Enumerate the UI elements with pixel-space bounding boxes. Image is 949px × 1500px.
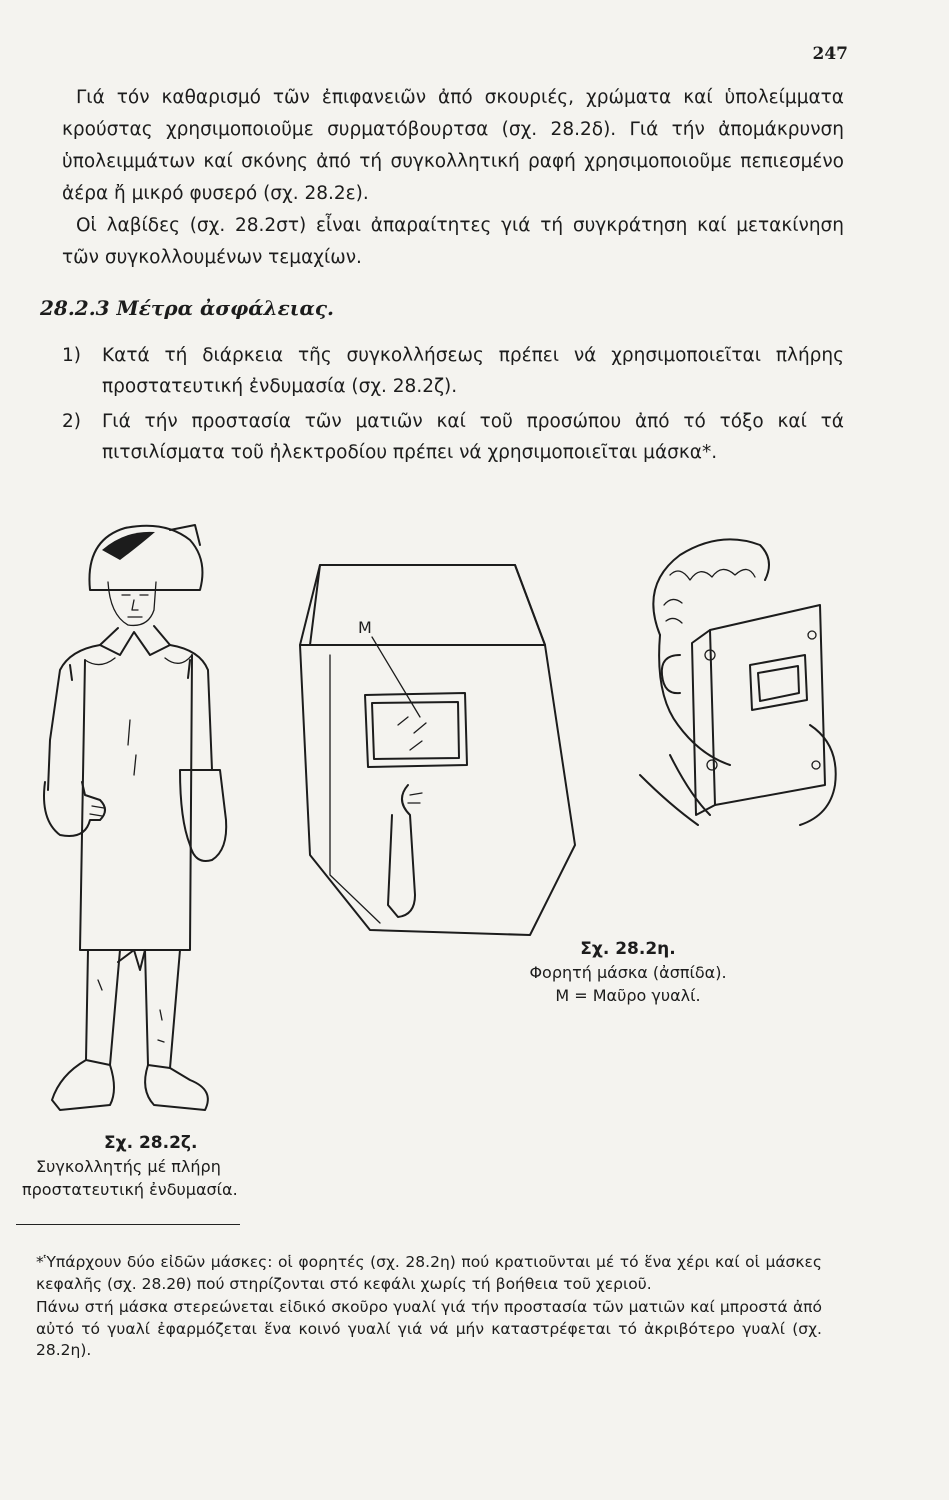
caption-line: Φορητή μάσκα (ἀσπίδα). <box>529 963 727 982</box>
paragraph-tongs: Οἱ λαβίδες (σχ. 28.2στ) εἶναι ἀπαραίτητες γιά τή συγκράτηση καί μετακίνηση τῶν συγκολλουμένων τεμαχίων. <box>62 215 844 268</box>
caption-line: προστατευτική ἐνδυμασία. <box>22 1180 238 1199</box>
footnote: Πάνω στή μάσκα στερεώνεται εἰδικό σκοῦρο γυαλί γιά τήν προστασία τῶν ματιῶν καί μπροστά ἀπό αὐτό τό γυαλί ἐφαρμόζεται ἕνα κοινό γυαλί γιά νά μήν καταστρέφεται τό ἀκριβότερο γυαλί (σχ. 28.2η). <box>36 1298 822 1359</box>
list-item-text: Κατά τή διάρκεια τῆς συγκολλήσεως πρέπει νά χρησιμοποιεῖται πλήρης προστατευτική ἐνδυμασία (σχ. 28.2ζ). <box>102 345 844 397</box>
page-number: 247 <box>812 44 848 64</box>
section-heading: 28.2.3 Μέτρα ἀσφάλειας. <box>40 296 334 320</box>
list-item <box>62 406 844 468</box>
footnote-divider <box>16 1224 240 1225</box>
list-item-number: 2) <box>62 411 81 432</box>
paragraph-cleaning: Γιά τόν καθαρισμό τῶν ἐπιφανειῶν ἀπό σκουριές, χρώματα καί ὑπολείμματα κρούστας χρησιμοποιοῦμε συρματόβουρτσα (σχ. 28.2δ). Γιά τήν ἀπομάκρυνση ὑπολειμμάτων καί σκόνης ἀπό τή συγκολλητική ραφή χρησιμοποιοῦμε πεπιεσμένο ἀέρα ἤ μικρό φυσερό (σχ. 28.2ε). <box>62 87 844 204</box>
list-item-text: Γιά τήν προστασία τῶν ματιῶν καί τοῦ προσώπου ἀπό τό τόξο καί τά πιτσιλίσματα τοῦ ἠλεκτροδίου πρέπει νά χρησιμοποιεῖται μάσκα*. <box>102 411 844 463</box>
head-mask-figure <box>600 525 860 855</box>
caption-id: Σχ. 28.2η. <box>580 939 676 959</box>
footnotes <box>36 1252 822 1364</box>
caption-id: Σχ. 28.2ζ. <box>104 1133 198 1153</box>
list-item <box>62 340 844 402</box>
mask-label: Μ <box>358 618 372 637</box>
welder-figure <box>30 520 260 1130</box>
hand-shield-figure <box>290 545 590 945</box>
caption-line: Μ = Μαῦρο γυαλί. <box>555 986 701 1005</box>
caption-line: Συγκολλητής μέ πλήρη <box>36 1157 221 1176</box>
list-item-number: 1) <box>62 345 81 366</box>
footnote: *Ὑπάρχουν δύο εἰδῶν μάσκες: οἱ φορητές (σχ. 28.2η) πού κρατιοῦνται μέ τό ἕνα χέρι καί οἱ μάσκες κεφαλῆς (σχ. 28.2θ) πού στηρίζονται στό κεφάλι χωρίς τή βοήθεια τοῦ χεριοῦ. <box>36 1253 822 1293</box>
safety-list <box>62 340 844 472</box>
figure-caption-eta <box>478 938 778 1007</box>
body-text <box>62 82 844 274</box>
figure-caption-zeta <box>22 1132 302 1201</box>
